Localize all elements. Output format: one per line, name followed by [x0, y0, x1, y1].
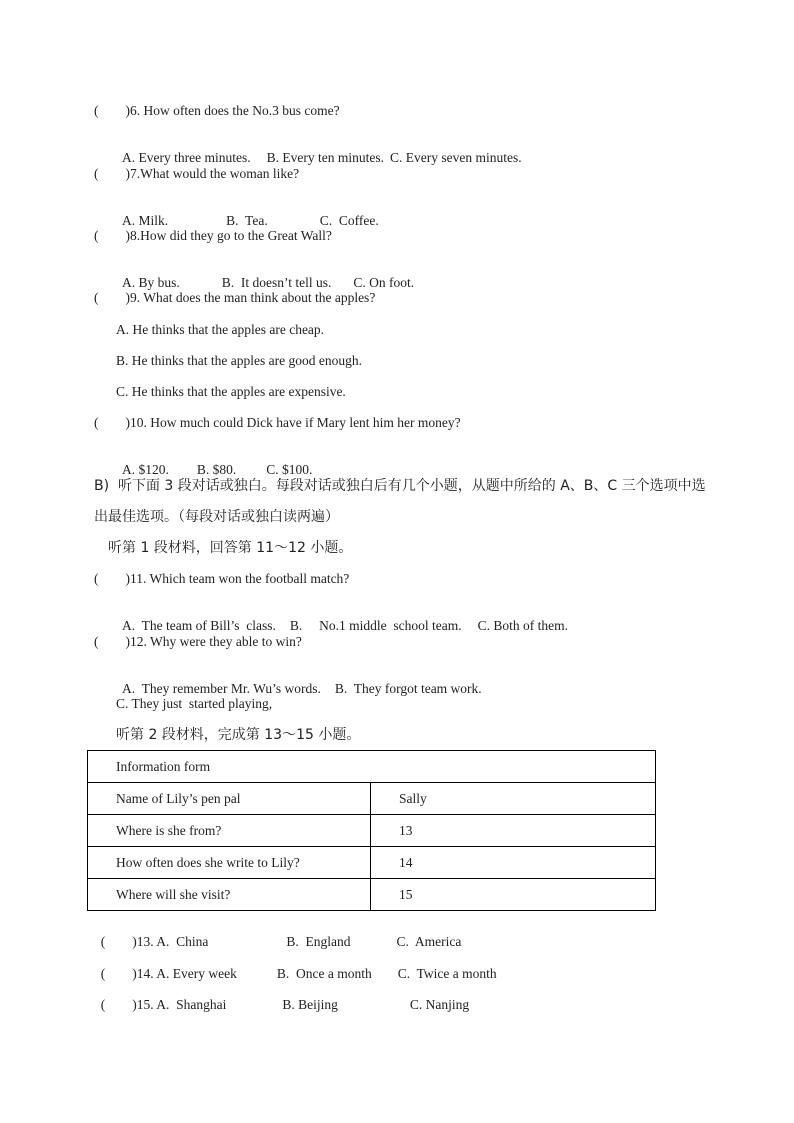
table-label-cell: How often does she write to Lily?	[88, 847, 371, 879]
part-2-label: 听第 2 段材料，完成第 13～15 小题。	[116, 727, 361, 743]
q7-option-a: A. Milk.	[122, 213, 169, 228]
q10-option-a: A. $120.	[122, 462, 169, 477]
question-10-stem: ( )10. How much could Dick have if Mary lent him her money?	[94, 415, 461, 430]
question-13	[94, 918, 461, 950]
table-header-cell: Information form	[88, 751, 656, 783]
table-row	[88, 783, 656, 815]
q11-option-b: B. No.1 middle school team.	[289, 618, 462, 633]
q6-option-c: C. Every seven minutes.	[389, 150, 522, 165]
question-11-options	[116, 602, 568, 634]
q8-option-a: A. By bus.	[122, 275, 180, 290]
q8-option-b: B. It doesn’t tell us.	[221, 275, 332, 290]
q7-option-b: B. Tea.	[226, 213, 268, 228]
question-14	[94, 950, 497, 982]
question-10-options	[116, 446, 312, 478]
question-8-options	[116, 259, 414, 291]
q12-option-b: B. They forgot team work.	[334, 681, 482, 696]
q9-option-a: A. He thinks that the apples are cheap.	[116, 322, 325, 337]
question-15	[94, 981, 469, 1013]
table-row	[88, 847, 656, 879]
question-12-options	[116, 665, 482, 697]
q15-option-c: C. Nanjing	[409, 997, 470, 1012]
table-label-cell: Where will she visit?	[88, 879, 371, 911]
section-b-instruction-line-1: B) 听下面 3 段对话或独白。每段对话或独白后有几个小题，从题中所给的 A、B、C 三个选项中选	[94, 478, 706, 494]
table-row	[88, 879, 656, 911]
q13-option-b: B. England	[286, 934, 351, 949]
table-value-cell: 13	[371, 815, 656, 847]
part-1-label: 听第 1 段材料，回答第 11～12 小题。	[108, 540, 353, 556]
q14-stem: ( )14. A. Every week	[100, 966, 237, 981]
q12-option-c: C. They just started playing,	[116, 696, 273, 711]
table-header-row	[88, 751, 656, 783]
question-8-stem: ( )8.How did they go to the Great Wall?	[94, 228, 332, 243]
question-11-stem: ( )11. Which team won the football match?	[94, 571, 350, 586]
q10-option-b: B. $80.	[196, 462, 237, 477]
q14-option-c: C. Twice a month	[397, 966, 497, 981]
q9-option-b: B. He thinks that the apples are good enough.	[116, 353, 362, 368]
q14-option-b: B. Once a month	[276, 966, 372, 981]
q8-option-c: C. On foot.	[353, 275, 415, 290]
question-6-stem: ( )6. How often does the No.3 bus come?	[94, 103, 340, 118]
question-7-stem: ( )7.What would the woman like?	[94, 166, 300, 181]
q7-option-c: C. Coffee.	[319, 213, 379, 228]
q6-option-a: A. Every three minutes.	[122, 150, 251, 165]
q11-option-a: A. The team of Bill’s class.	[122, 618, 276, 633]
q15-stem: ( )15. A. Shanghai	[100, 997, 227, 1012]
table-row	[88, 815, 656, 847]
q13-option-c: C. America	[396, 934, 462, 949]
section-b-instruction-line-2: 出最佳选项。（每段对话或独白读两遍）	[94, 509, 339, 525]
q13-stem: ( )13. A. China	[100, 934, 209, 949]
information-form-table	[87, 750, 656, 911]
q11-option-c: C. Both of them.	[477, 618, 568, 633]
question-9-stem: ( )9. What does the man think about the apples?	[94, 290, 376, 305]
q15-option-b: B. Beijing	[282, 997, 338, 1012]
table-value-cell: Sally	[371, 783, 656, 815]
table-label-cell: Where is she from?	[88, 815, 371, 847]
table-value-cell: 14	[371, 847, 656, 879]
table-label-cell: Name of Lily’s pen pal	[88, 783, 371, 815]
q10-option-c: C. $100.	[266, 462, 313, 477]
question-6-options	[116, 134, 522, 166]
q6-option-b: B. Every ten minutes.	[266, 150, 384, 165]
question-7-options	[116, 197, 379, 229]
q9-option-c: C. He thinks that the apples are expensive.	[116, 384, 346, 399]
question-12-stem: ( )12. Why were they able to win?	[94, 634, 302, 649]
table-value-cell: 15	[371, 879, 656, 911]
q12-option-a: A. They remember Mr. Wu’s words.	[122, 681, 321, 696]
